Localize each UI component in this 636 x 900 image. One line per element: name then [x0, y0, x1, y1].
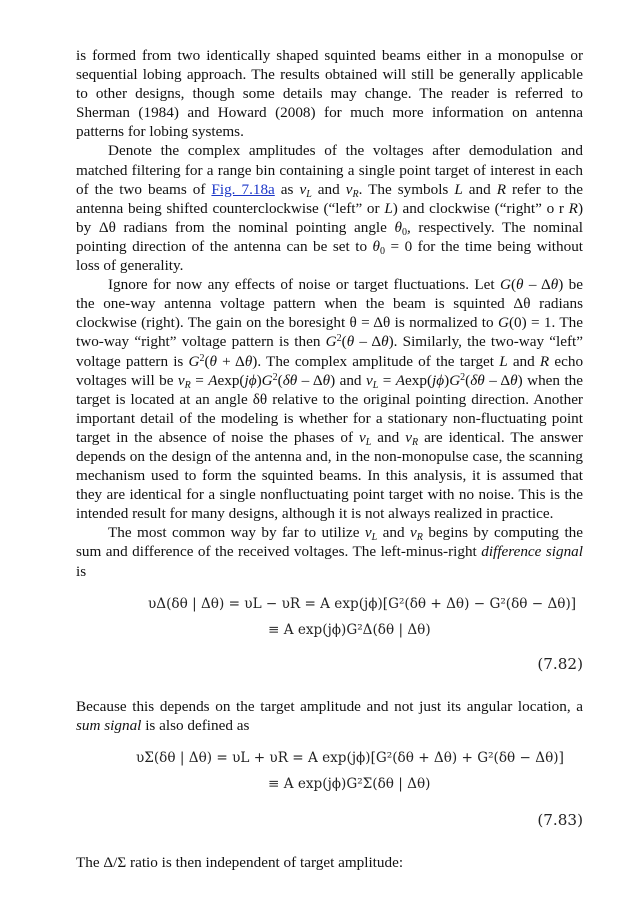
equation-7-83-line-2: ≡ A exp(jϕ)G²Σ(δθ | Δθ)	[268, 775, 431, 792]
paragraph-4: The most common way by far to utilize $v_L$ and $v_R$ begins by computing the sum and difference of the received voltages. The left-minus-right difference signal is	[76, 524, 583, 580]
term-difference-signal: difference signal	[481, 543, 583, 561]
figure-link-7-18a[interactable]: Fig. 7.18a	[211, 180, 275, 198]
equation-7-83	[76, 747, 583, 853]
paragraph-1: is formed from two identically shaped squinted beams either in a monopulse or sequential lobing approach. The results obtained will still be generally applicable to other designs, though some details may change. The reader is referred to Sherman (1984) and Howard (2008) for much more information on antenna patterns for lobing systems.	[76, 47, 583, 141]
equation-7-82-line-1: υΔ(δθ | Δθ) = υL − υR = A exp(jϕ)[G²(δθ + Δθ) − G²(δθ − Δθ)]	[148, 595, 577, 612]
paragraph-5: Because this depends on the target amplitude and not just its angular location, a sum signal is also defined as	[76, 697, 583, 734]
equation-7-82	[76, 593, 583, 697]
paragraph-2: Denote the complex amplitudes of the voltages after demodulation and matched filtering for a range bin containing a single point target of interest in each of the two beams of Fig. 7.18a as $v_L$ and $v_R$. The symbols L and R refer to the antenna being shifted counterclockwise (“left” or L) and clockwise (“right” o r R) by Δθ radians from the nominal pointing angle $\theta_0$, respectively. The nominal pointing direction of the antenna can be set to $\theta_0 = 0$ for the time being without loss of generality.	[76, 142, 584, 275]
equation-7-82-line-2: ≡ A exp(jϕ)G²Δ(δθ | Δθ)	[268, 621, 431, 638]
equation-7-83-line-1: υΣ(δθ | Δθ) = υL + υR = A exp(jϕ)[G²(δθ + Δθ) + G²(δθ − Δθ)]	[136, 749, 564, 766]
term-sum-signal: sum signal	[76, 716, 142, 734]
paragraph-6: The Δ/Σ ratio is then independent of target amplitude:	[76, 853, 404, 871]
equation-number-7-82: (7.82)	[537, 654, 583, 673]
equation-number-7-83: (7.83)	[537, 810, 583, 829]
paragraph-3: Ignore for now any effects of noise or target fluctuations. Let G(θ – Δθ) be the one-way antenna voltage pattern when the beam is squinted Δθ radians clockwise (right). The gain on the boresight θ = Δθ is normalized to G(0) = 1. The two-way “right” voltage pattern is then $G^2(\theta - \Delta\theta)$. Similarly, the two-way “left” voltage pattern is $G^2(\theta + \Delta\theta)$. The complex amplitude of the target L and R echo voltages will be $v_R = Aexp(j\phi)G^2(\delta\theta - \Delta\theta)$ and $v_L = Aexp(j\phi)G^2(\delta\theta - \Delta\theta)$ when the target is located at an angle δθ relative to the original pointing direction. Another important detail of the modeling is whether for a stationary non-fluctuating point target in the absence of noise the phases of $v_L$ and $v_R$ are identical. The answer depends on the design of the antenna and, in the non-monopulse case, the scanning mechanism used to form the squinted beams. In this analysis, it is assumed that they are identical for a single nonfluctuating point target with no noise. This is the intended result for many designs, although it is not always realized in practice.	[76, 276, 584, 523]
document-page	[76, 46, 583, 872]
